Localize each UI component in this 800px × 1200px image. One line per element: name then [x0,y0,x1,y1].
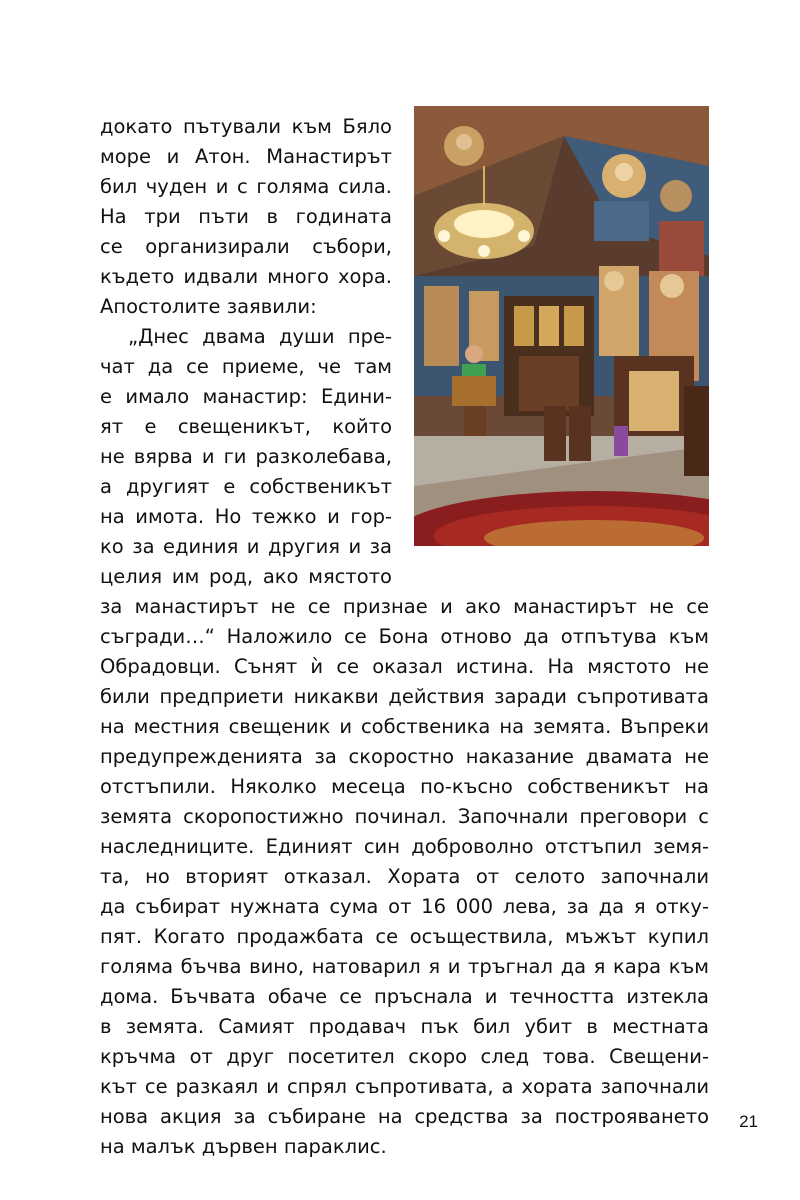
text-line: пят. Когато продажбата се осъществила, мъжът купил [100,925,709,948]
text-line: „Днес двама души пре- [128,325,392,348]
text-line: земята скоропостижно починал. Започнали преговори с [100,805,709,828]
text-line: е имало манастир: Едини- [100,385,392,408]
text-line: Апостолите заявили: [100,295,317,318]
text-line: кът се разкаял и спрял съпротивата, а хората започнали [100,1075,709,1098]
text-line: докато пътували към Бяло [100,115,392,138]
text-line: в земята. Самият продавач пък бил убит в местната [100,1015,709,1038]
text-line: се организирали събори, [100,235,392,258]
text-line: да събират нужната сума от 16 000 лева, за да я отку- [100,895,709,918]
text-line: ят е свещеникът, който [100,415,392,438]
text-line: нова акция за събиране на средства за построяването [100,1105,709,1128]
text-line: където идвали много хора. [100,265,392,288]
church-interior-photo [414,106,709,546]
text-line: отстъпили. Няколко месеца по-късно собственикът на [100,775,709,798]
text-line: чат да се приеме, че там [100,355,392,378]
text-line: ко за единия и другия и за [100,535,392,558]
text-line: море и Атон. Манастирът [100,145,392,168]
text-line: Обрадовци. Сънят ѝ се оказал истина. На мястото не [100,655,709,678]
page-number: 21 [739,1112,758,1131]
text-line: за манастирът не се признае и ако манастирът не се [100,595,709,618]
text-line: дома. Бъчвата обаче се пръснала и течността изтекла [100,985,709,1008]
text-line: целия им род, ако мястото [100,565,392,588]
text-line: а другият е собственикът [100,475,392,498]
text-line: на имота. Но тежко и гор- [100,505,392,528]
text-line: предупрежденията за скоростно наказание двамата не [100,745,709,768]
text-line: били предприети никакви действия заради съпротивата [100,685,709,708]
text-line: съгради…“ Наложило се Бона отново да отпътува към [100,625,709,648]
text-line: бил чуден и с голяма сила. [100,175,392,198]
text-line: на местния свещеник и собственика на земята. Въпреки [100,715,709,738]
text-line: На три пъти в годината [100,205,392,228]
text-line: голяма бъчва вино, натоварил я и тръгнал да я кара към [100,955,709,978]
text-line: на малък дървен параклис. [100,1135,387,1158]
text-line: не вярва и ги разколебава, [100,445,392,468]
text-line: та, но вторият отказал. Хората от селото започнали [100,865,709,888]
text-line: наследниците. Единият син доброволно отстъпил земя- [100,835,709,858]
text-line: кръчма от друг посетител скоро след това. Свещени- [100,1045,709,1068]
